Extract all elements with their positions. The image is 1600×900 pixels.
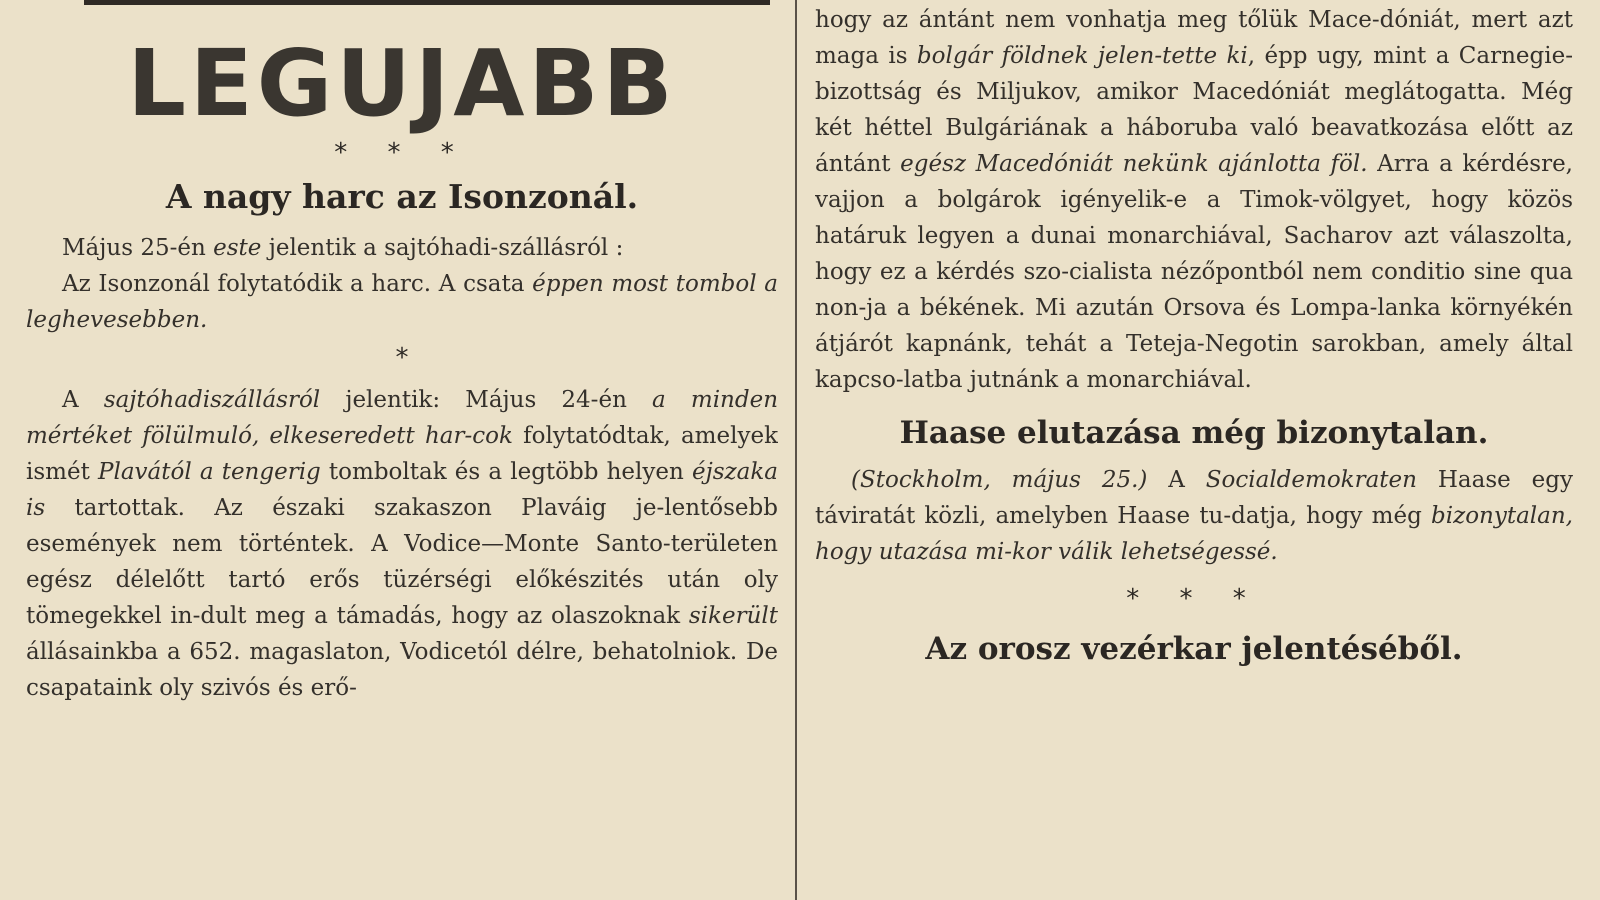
- p1-text-a: Május 25-én: [62, 235, 214, 261]
- p1-text-b: este: [213, 235, 262, 261]
- p3-text-j: sikerült: [688, 603, 778, 629]
- p2-text-a: Az Isonzonál folytatódik a harc. A csata: [62, 271, 533, 297]
- paragraph-1: [26, 230, 778, 266]
- right-paragraph-2: [815, 462, 1573, 570]
- rp2-text-b: A: [1147, 467, 1206, 493]
- headline-russian-staff: Az orosz vezérkar jelentéséből.: [925, 631, 1463, 667]
- p3-text-g: tomboltak és a legtöbb helyen: [320, 459, 692, 485]
- headline-isonzo: A nagy harc az Isonzonál.: [165, 177, 639, 216]
- star-separator: *: [395, 343, 409, 373]
- p3-text-k: állásainkba a 652. magaslaton, Vodicetól délre, behatolniok. De csapataink oly szivós és erő-: [26, 639, 778, 701]
- right-column: [815, 0, 1573, 674]
- masthead: LEGUJABB: [127, 30, 677, 137]
- p3-text-c: jelentik: Május 24-én: [320, 387, 653, 413]
- rp2-text-c: Socialdemokraten: [1205, 467, 1417, 493]
- rp1-text-a: hogy az ántánt nem vonhatja meg tőlük Mace-dóniát, mert azt maga is: [815, 7, 1573, 69]
- rp1-text-b: bolgár földnek jelen-tette ki: [916, 43, 1248, 69]
- p3-text-d: a minden mértéket fölülmuló, elkeseredett har-cok: [26, 387, 778, 449]
- rp2-text-a: (Stockholm, május 25.): [851, 467, 1148, 493]
- rp2-text-e: bizonytalan, hogy utazása mi-kor válik lehetségessé.: [815, 503, 1573, 565]
- p3-text-i: tartottak. Az északi szakaszon Plaváig je-lentősebb események nem történtek. A Vodice—Monte Santo-területen egész délelőtt tartó erős tüzérségi előkészités után oly tömegekkel in-dult meg a támadás, hogy az olaszoknak: [26, 495, 778, 629]
- left-column: [26, 0, 778, 706]
- paragraph-3: [26, 382, 778, 706]
- p3-text-h: éjszaka is: [26, 459, 778, 521]
- rp1-text-e: Arra a kérdésre, vajjon a bolgárok igényelik-e a Timok-völgyet, hogy közös határuk legyen a dunai monarchiával, Sacharov azt válaszolta, hogy ez a kérdés szo-cialista nézőpontból nem conditio sine qua non-ja a békének. Mi azután Orsova és Lompa-lanka környékén átjárót kapnánk, tehát a Teteja-Negotin sarokban, amely által kapcso-latba jutnánk a monarchiával.: [815, 151, 1573, 393]
- p3-text-f: Plavától a tengerig: [97, 459, 321, 485]
- p1-text-c: jelentik a sajtóhadi-szállásról :: [261, 235, 624, 261]
- stars-separator-right: * * *: [1126, 584, 1262, 614]
- p2-text-b: éppen most tombol a leghevesebben.: [26, 271, 778, 333]
- right-paragraph-1: [815, 2, 1573, 398]
- headline-haase: Haase elutazása még bizonytalan.: [899, 415, 1489, 451]
- p3-text-b: sajtóhadiszállásról: [103, 387, 321, 413]
- rp1-text-d: egész Macedóniát nekünk ajánlotta föl.: [900, 151, 1368, 177]
- rp2-text-d: Haase egy táviratát közli, amelyben Haase tu-datja, hogy még: [815, 467, 1573, 529]
- paragraph-2: [26, 266, 778, 338]
- stars-separator: * * *: [334, 138, 470, 168]
- p3-text-a: A: [62, 387, 104, 413]
- rp1-text-c: , épp ugy, mint a Carnegie-bizottság és Miljukov, amikor Macedóniát meglátogatta. Még két héttel Bulgáriának a háboruba való beavatkozása előtt az ántánt: [815, 43, 1573, 177]
- column-divider: [795, 0, 797, 900]
- p3-text-e: folytatódtak, amelyek ismét: [26, 423, 778, 485]
